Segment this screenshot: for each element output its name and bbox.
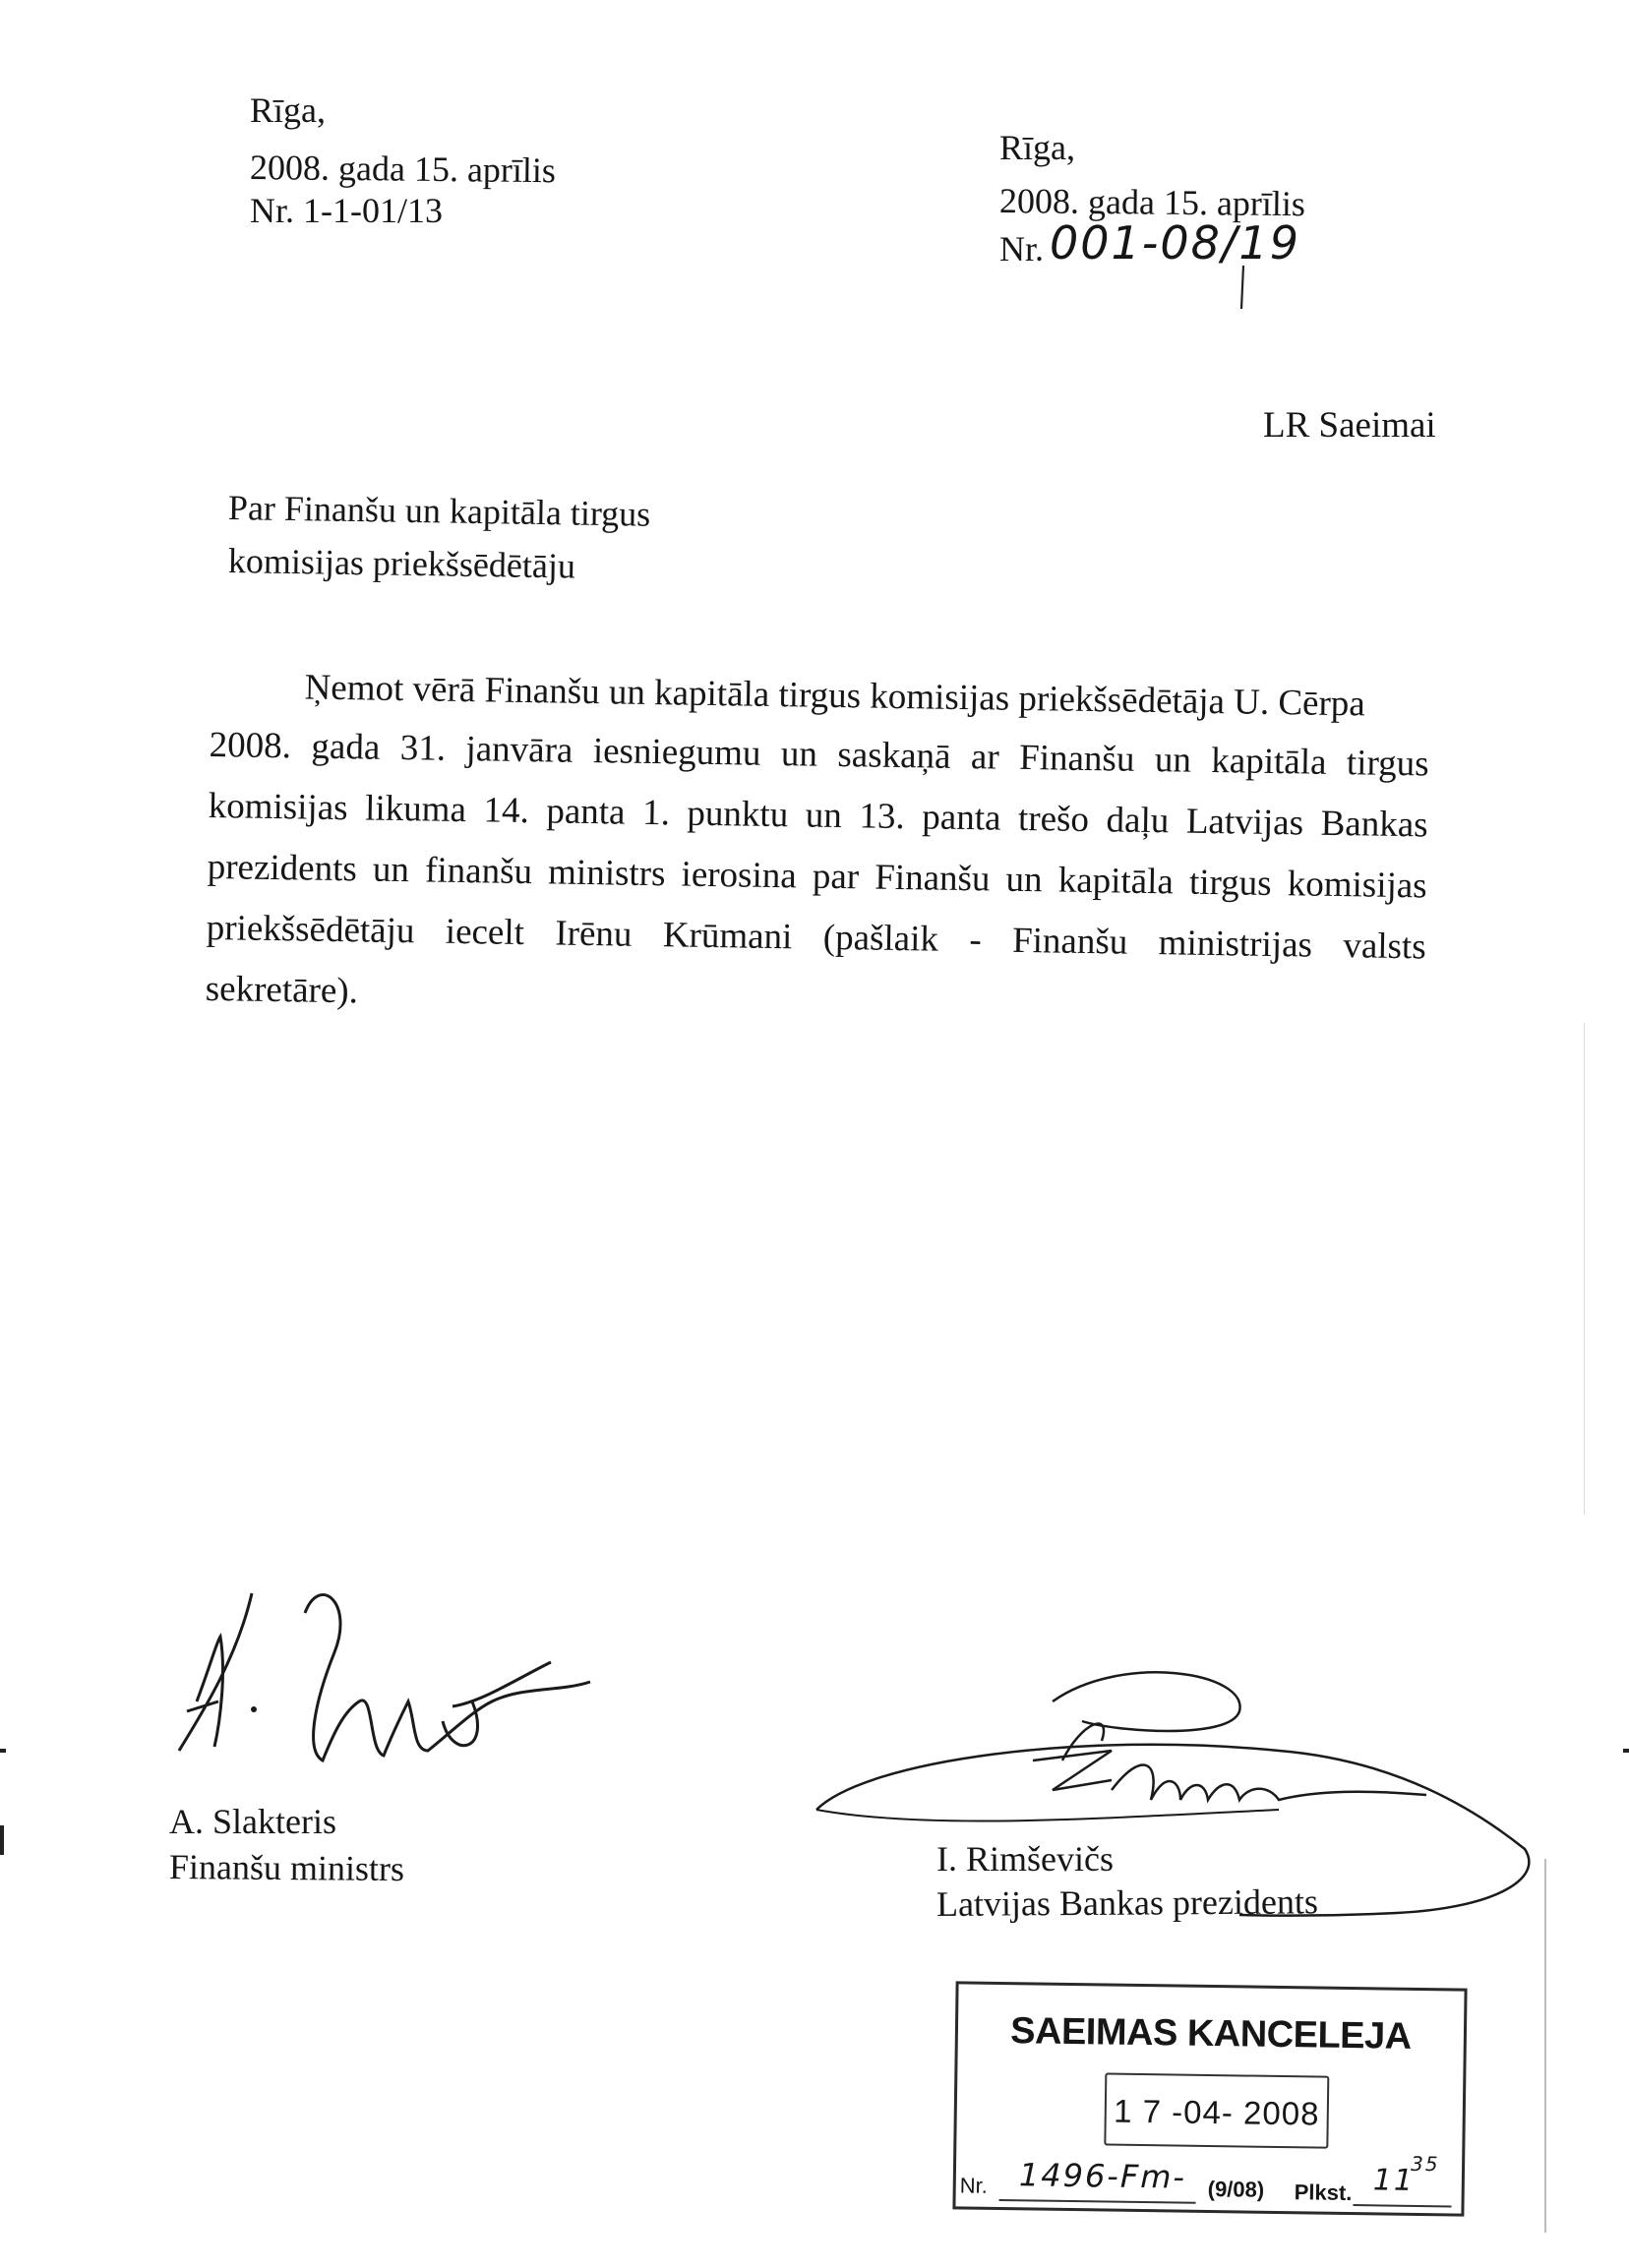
sender-city: Rīga, (250, 90, 326, 130)
stamp-time-underline (1353, 2204, 1451, 2207)
recipient: LR Saeimai (1263, 405, 1436, 446)
receiver-date: 2008. gada 15. aprīlis (998, 181, 1306, 224)
body-line-4: prezidents un finanšu ministrs ierosina par Finanšu un kapitāla tirgus komisijas (207, 846, 1427, 907)
stamp-nr-code: (9/08) (1207, 2176, 1265, 2202)
receiver-city: Rīga, (999, 128, 1075, 167)
stamp-registration-row (959, 2151, 1458, 2211)
stamp-time-label: Plkst. (1294, 2179, 1353, 2206)
signatory-left-name: A. Slakteris (169, 1802, 336, 1841)
signature-left-graphic (157, 1554, 610, 1780)
body-line-5: priekšsēdētāju iecelt Irēnu Krūmani (pašlaik - Finanšu ministrijas valsts (206, 907, 1426, 968)
handwritten-slash-mark (1230, 264, 1259, 313)
body-line-6: sekretāre). (205, 968, 359, 1012)
scan-fold-line (1584, 1023, 1585, 1515)
receiver-number-handwritten: 001-08/19 (1050, 216, 1300, 269)
receiver-number (999, 216, 1300, 269)
stamp-nr-value: 1496-Fm- (1018, 2156, 1187, 2196)
sender-number: Nr. 1-1-01/13 (250, 191, 443, 230)
body-line-1: Ņemot vērā Finanšu un kapitāla tirgus komisijas priekšsēdētāja U. Cērpa (304, 667, 1366, 725)
signatory-right-title: Latvijas Bankas prezidents (935, 1881, 1319, 1924)
body-line-2: 2008. gada 31. janvāra iesniegumu un saskaņā ar Finanšu un kapitāla tirgus (209, 724, 1429, 785)
registration-stamp (952, 1981, 1467, 2216)
stamp-title: SAEIMAS KANCELEJA (1009, 2010, 1412, 2058)
body-line-3: komisijas likuma 14. panta 1. punktu un 13. panta trešo daļu Latvijas Bankas (208, 785, 1428, 846)
stamp-time-value: 11 (1372, 2163, 1416, 2198)
scan-edge-mark (1623, 1749, 1629, 1753)
stamp-date: 1 7 -04- 2008 (1113, 2092, 1320, 2132)
body-paragraph (205, 665, 1430, 1077)
stamp-nr-underline (999, 2199, 1196, 2204)
stamp-date-box (1104, 2073, 1329, 2149)
signatory-left-title: Finanšu ministrs (168, 1847, 405, 1889)
stamp-nr-label: Nr. (959, 2173, 989, 2198)
stamp-time-minutes: 35 (1410, 2151, 1440, 2177)
sender-date: 2008. gada 15. aprīlis (249, 148, 557, 191)
signatory-right-name: I. Rimševičs (936, 1839, 1114, 1879)
subject-line-1: Par Finanšu un kapitāla tirgus (227, 488, 651, 534)
subject-line-2: komisijas priekšsēdētāju (227, 541, 576, 586)
scan-edge-mark (0, 1825, 4, 1855)
scan-edge-mark (0, 1749, 6, 1753)
receiver-number-prefix: Nr. (999, 229, 1044, 269)
scan-fold-line (1544, 1859, 1546, 2233)
